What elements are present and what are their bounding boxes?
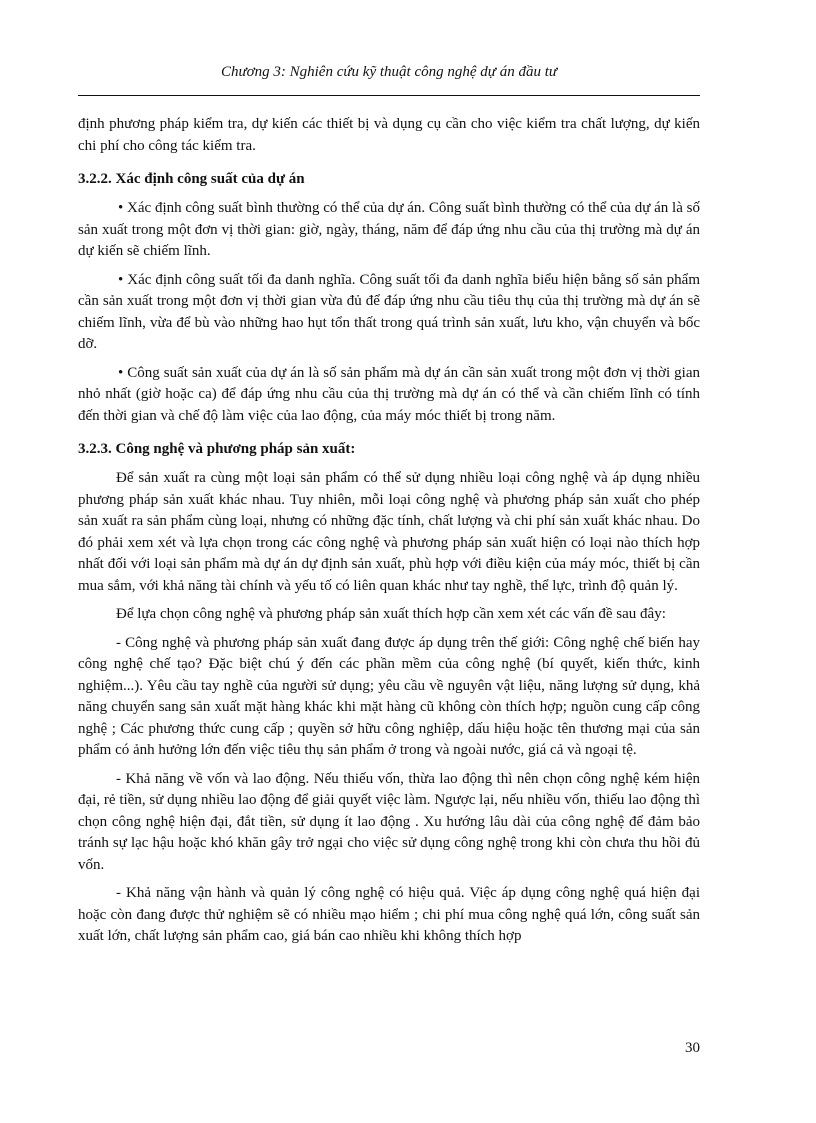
section-heading-3-2-2: 3.2.2. Xác định công suất của dự án <box>78 171 305 187</box>
bullet-production-capacity: • Công suất sản xuất của dự án là số sản phẩm mà dự án cần sản xuất trong một đơn vị thời gian nhỏ nhất (giờ hoặc ca) để đáp ứng nhu cầu của thị trường mà dự án có thể và cần chiếm lĩnh có tính đến thời gian và chế độ làm việc của lao động, của máy móc thiết bị trong năm. <box>78 364 700 424</box>
header-rule <box>78 95 700 96</box>
paragraph-selection-criteria: Để lựa chọn công nghệ và phương pháp sản xuất thích hợp cần xem xét các vấn đề sau đây: <box>116 606 666 622</box>
bullet-max-capacity: • Xác định công suất tối đa danh nghĩa. Công suất tối đa danh nghĩa biểu hiện bằng số sản phẩm cần sản xuất trong một đơn vị thời gian vừa đủ để đáp ứng nhu cầu tiêu thụ của thị trường mà dự án sẽ chiếm lĩnh, vừa để bù vào những hao hụt tổn thất trong quá trình sản xuất, lưu kho, vận chuyển và bốc dỡ. <box>78 271 700 352</box>
section-heading-3-2-3: 3.2.3. Công nghệ và phương pháp sản xuất: <box>78 441 356 457</box>
page-body <box>78 114 700 955</box>
paragraph-operation-management: - Khả năng vận hành và quản lý công nghệ có hiệu quả. Việc áp dụng công nghệ quá hiện đại hoặc còn đang được thử nghiệm sẽ có nhiều mạo hiểm ; chi phí mua công nghệ quá lớn, công suất sản xuất lớn, chất lượng sản phẩm cao, giá bán cao nhiều khi không thích hợp <box>78 885 700 944</box>
paragraph-world-technology: - Công nghệ và phương pháp sản xuất đang được áp dụng trên thế giới: Công nghệ chế biến hay công nghệ chế tạo? Đặc biệt chú ý đến các phần mềm của công nghệ (bí quyết, kiến thức, kinh nghiệm...). Yêu cầu tay nghề của người sử dụng; yêu cầu về nguyên vật liệu, năng lượng sử dụng, khả năng chuyển sang sản xuất mặt hàng khác khi mặt hàng cũ không còn thích hợp; nguồn cung cấp công nghệ ; Các phương thức cung cấp ; quyền sở hữu công nghiệp, dấu hiệu hoặc tên thương mại của sản phẩm có ảnh hưởng lớn đến việc tiêu thụ sản phẩm ở trong và ngoài nước, giá cả và ngoại tệ. <box>78 634 700 758</box>
running-header: Chương 3: Nghiên cứu kỹ thuật công nghệ dự án đầu tư <box>220 64 558 80</box>
paragraph-capital-labor: - Khả năng về vốn và lao động. Nếu thiếu vốn, thừa lao động thì nên chọn công nghệ kém hiện đại, rẻ tiền, sử dụng nhiều lao động để giải quyết việc làm. Ngược lại, nếu nhiều vốn, thiếu lao động thì chọn công nghệ hiện đại, đắt tiền, sử dụng ít lao động . Xu hướng lâu dài của công nghệ để đảm bảo tránh sự lạc hậu hoặc khó khăn gây trở ngại cho việc sử dụng công nghệ trong khi còn chưa thu hồi đủ vốn. <box>78 770 700 873</box>
page-number: 30 <box>685 1040 700 1056</box>
paragraph-technology-choice: Để sản xuất ra cùng một loại sản phẩm có thể sử dụng nhiều loại công nghệ và áp dụng nhiều phương pháp sản xuất khác nhau. Tuy nhiên, mỗi loại công nghệ và phương pháp sản xuất cho phép sản xuất ra sản phẩm cùng loại, nhưng có những đặc tính, chất lượng và chi phí sản xuất khác nhau. Do đó phải xem xét và lựa chọn trong các công nghệ và phương pháp sản xuất hiện có loại nào thích hợp nhất đối với loại sản phẩm mà dự án dự định sản xuất, phù hợp với điều kiện của máy móc, thiết bị cần mua sắm, với khả năng tài chính và yếu tố có liên quan khác như tay nghề, thể lực, trình độ quản lý. <box>78 470 700 594</box>
intro-paragraph: định phương pháp kiểm tra, dự kiến các thiết bị và dụng cụ cần cho việc kiểm tra chất lượng, dự kiến chi phí cho công tác kiểm tra. <box>78 116 700 154</box>
bullet-normal-capacity: • Xác định công suất bình thường có thể của dự án. Công suất bình thường có thể của dự án là số sản xuất trong một đơn vị thời gian: giờ, ngày, tháng, năm để đáp ứng nhu cầu của thị trường mà dự án dự kiến sẽ chiếm lĩnh. <box>78 200 700 259</box>
